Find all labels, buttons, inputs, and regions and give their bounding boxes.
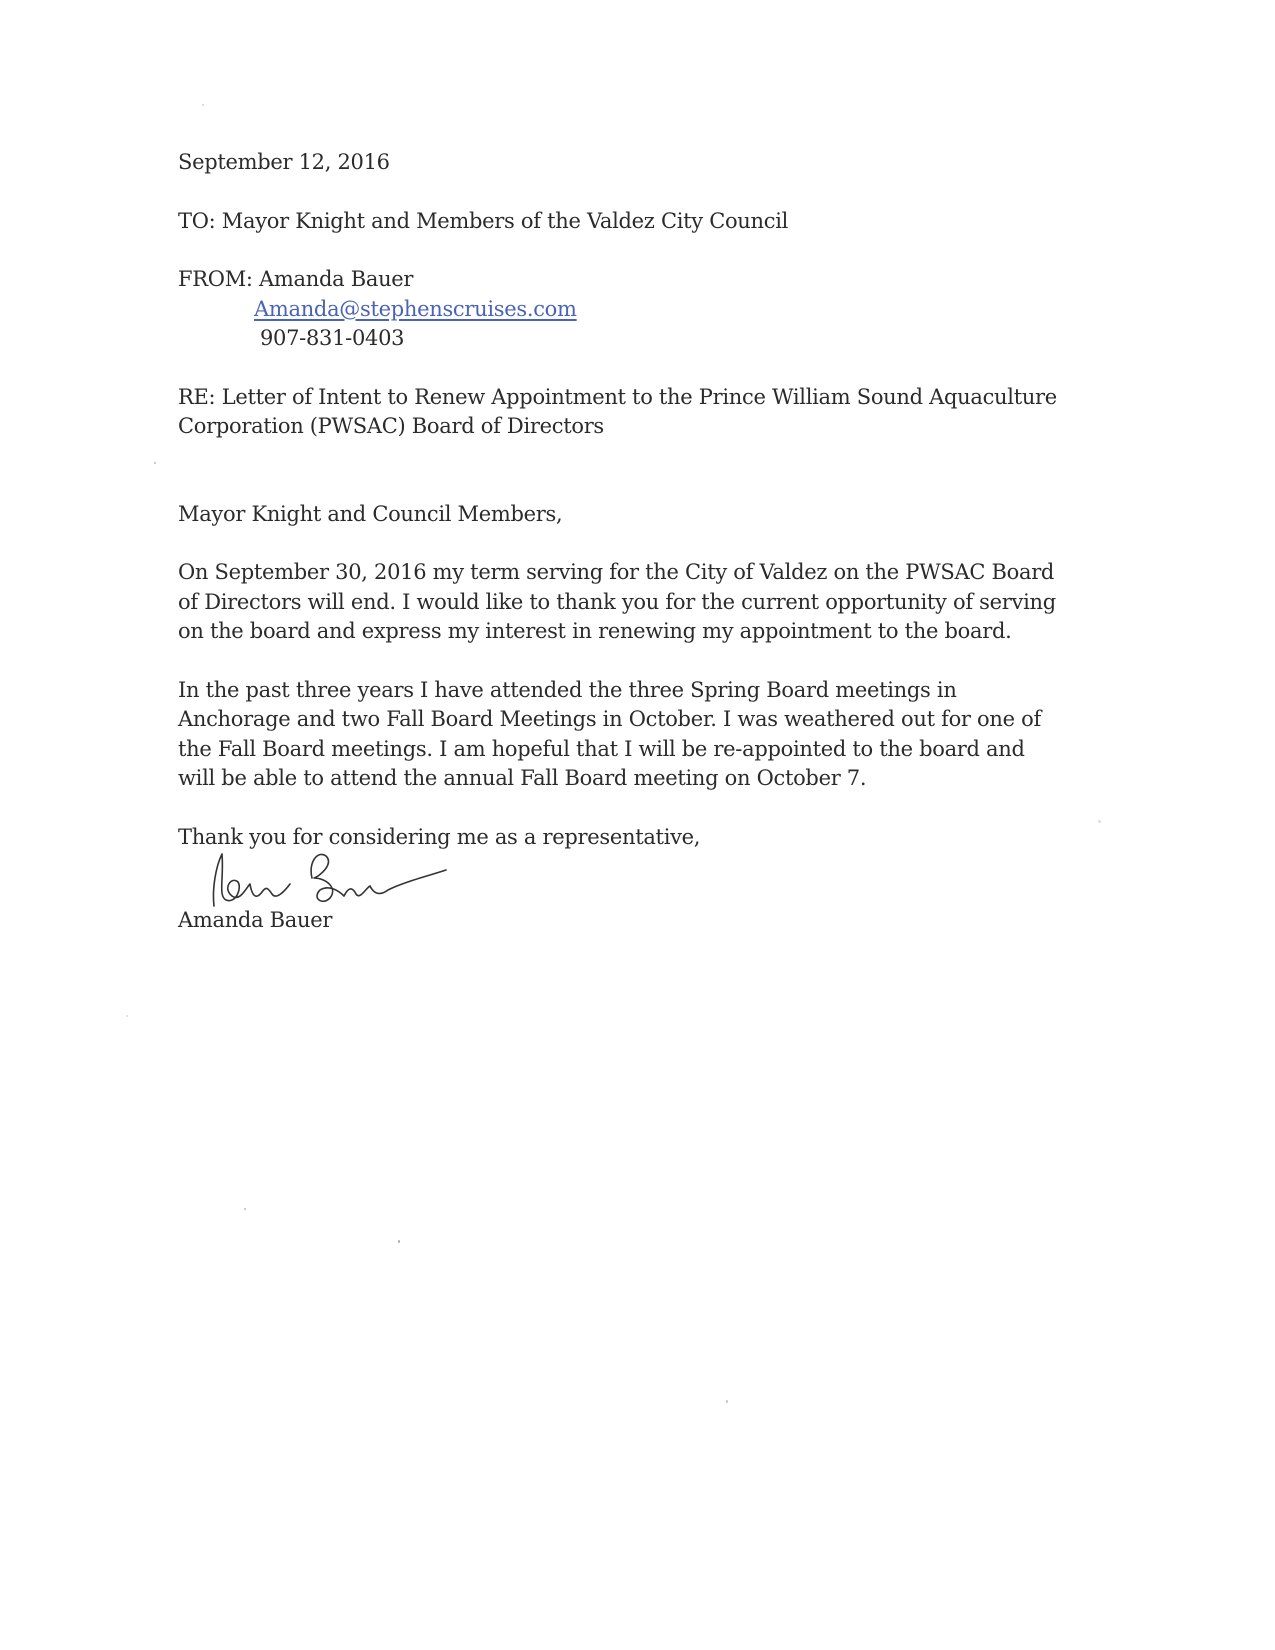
- scan-speck: [154, 462, 156, 464]
- scan-speck: [726, 1400, 728, 1403]
- letter-body: [178, 148, 1098, 936]
- scan-speck: [244, 1208, 246, 1210]
- salutation: Mayor Knight and Council Members,: [178, 501, 563, 526]
- sender-email-link[interactable]: Amanda@stephenscruises.com: [254, 296, 577, 321]
- scan-speck: [398, 1240, 400, 1243]
- letter-date: September 12, 2016: [178, 150, 390, 174]
- body-paragraph-2: In the past three years I have attended the three Spring Board meetings in Anchorage and two Fall Board Meetings in October. I was weathered out for one of the Fall Board meetings. I am hopeful that I will be re-appointed to the board and will be able to attend the annual Fall Board meeting on October 7.: [178, 677, 1041, 790]
- sender-block: [178, 265, 1098, 354]
- scan-speck: [202, 104, 204, 106]
- scan-speck: [126, 1015, 128, 1017]
- closing-line: Thank you for considering me as a representative,: [178, 824, 701, 849]
- subject-line: RE: Letter of Intent to Renew Appointment to the Prince William Sound Aquaculture Corporation (PWSAC) Board of Directors: [178, 384, 1057, 438]
- sender-phone: 907-831-0403: [260, 326, 405, 350]
- handwritten-signature: [192, 848, 462, 908]
- recipient-line: TO: Mayor Knight and Members of the Valdez City Council: [178, 208, 789, 233]
- body-paragraph-1: On September 30, 2016 my term serving for the City of Valdez on the PWSAC Board of Directors will end. I would like to thank you for the current opportunity of serving on the board and express my interest in renewing my appointment to the board.: [178, 560, 1056, 643]
- sender-name: FROM: Amanda Bauer: [178, 267, 414, 291]
- signer-name: Amanda Bauer: [178, 908, 333, 932]
- sender-email-wrap: [254, 295, 1098, 325]
- scan-speck: [1098, 820, 1101, 823]
